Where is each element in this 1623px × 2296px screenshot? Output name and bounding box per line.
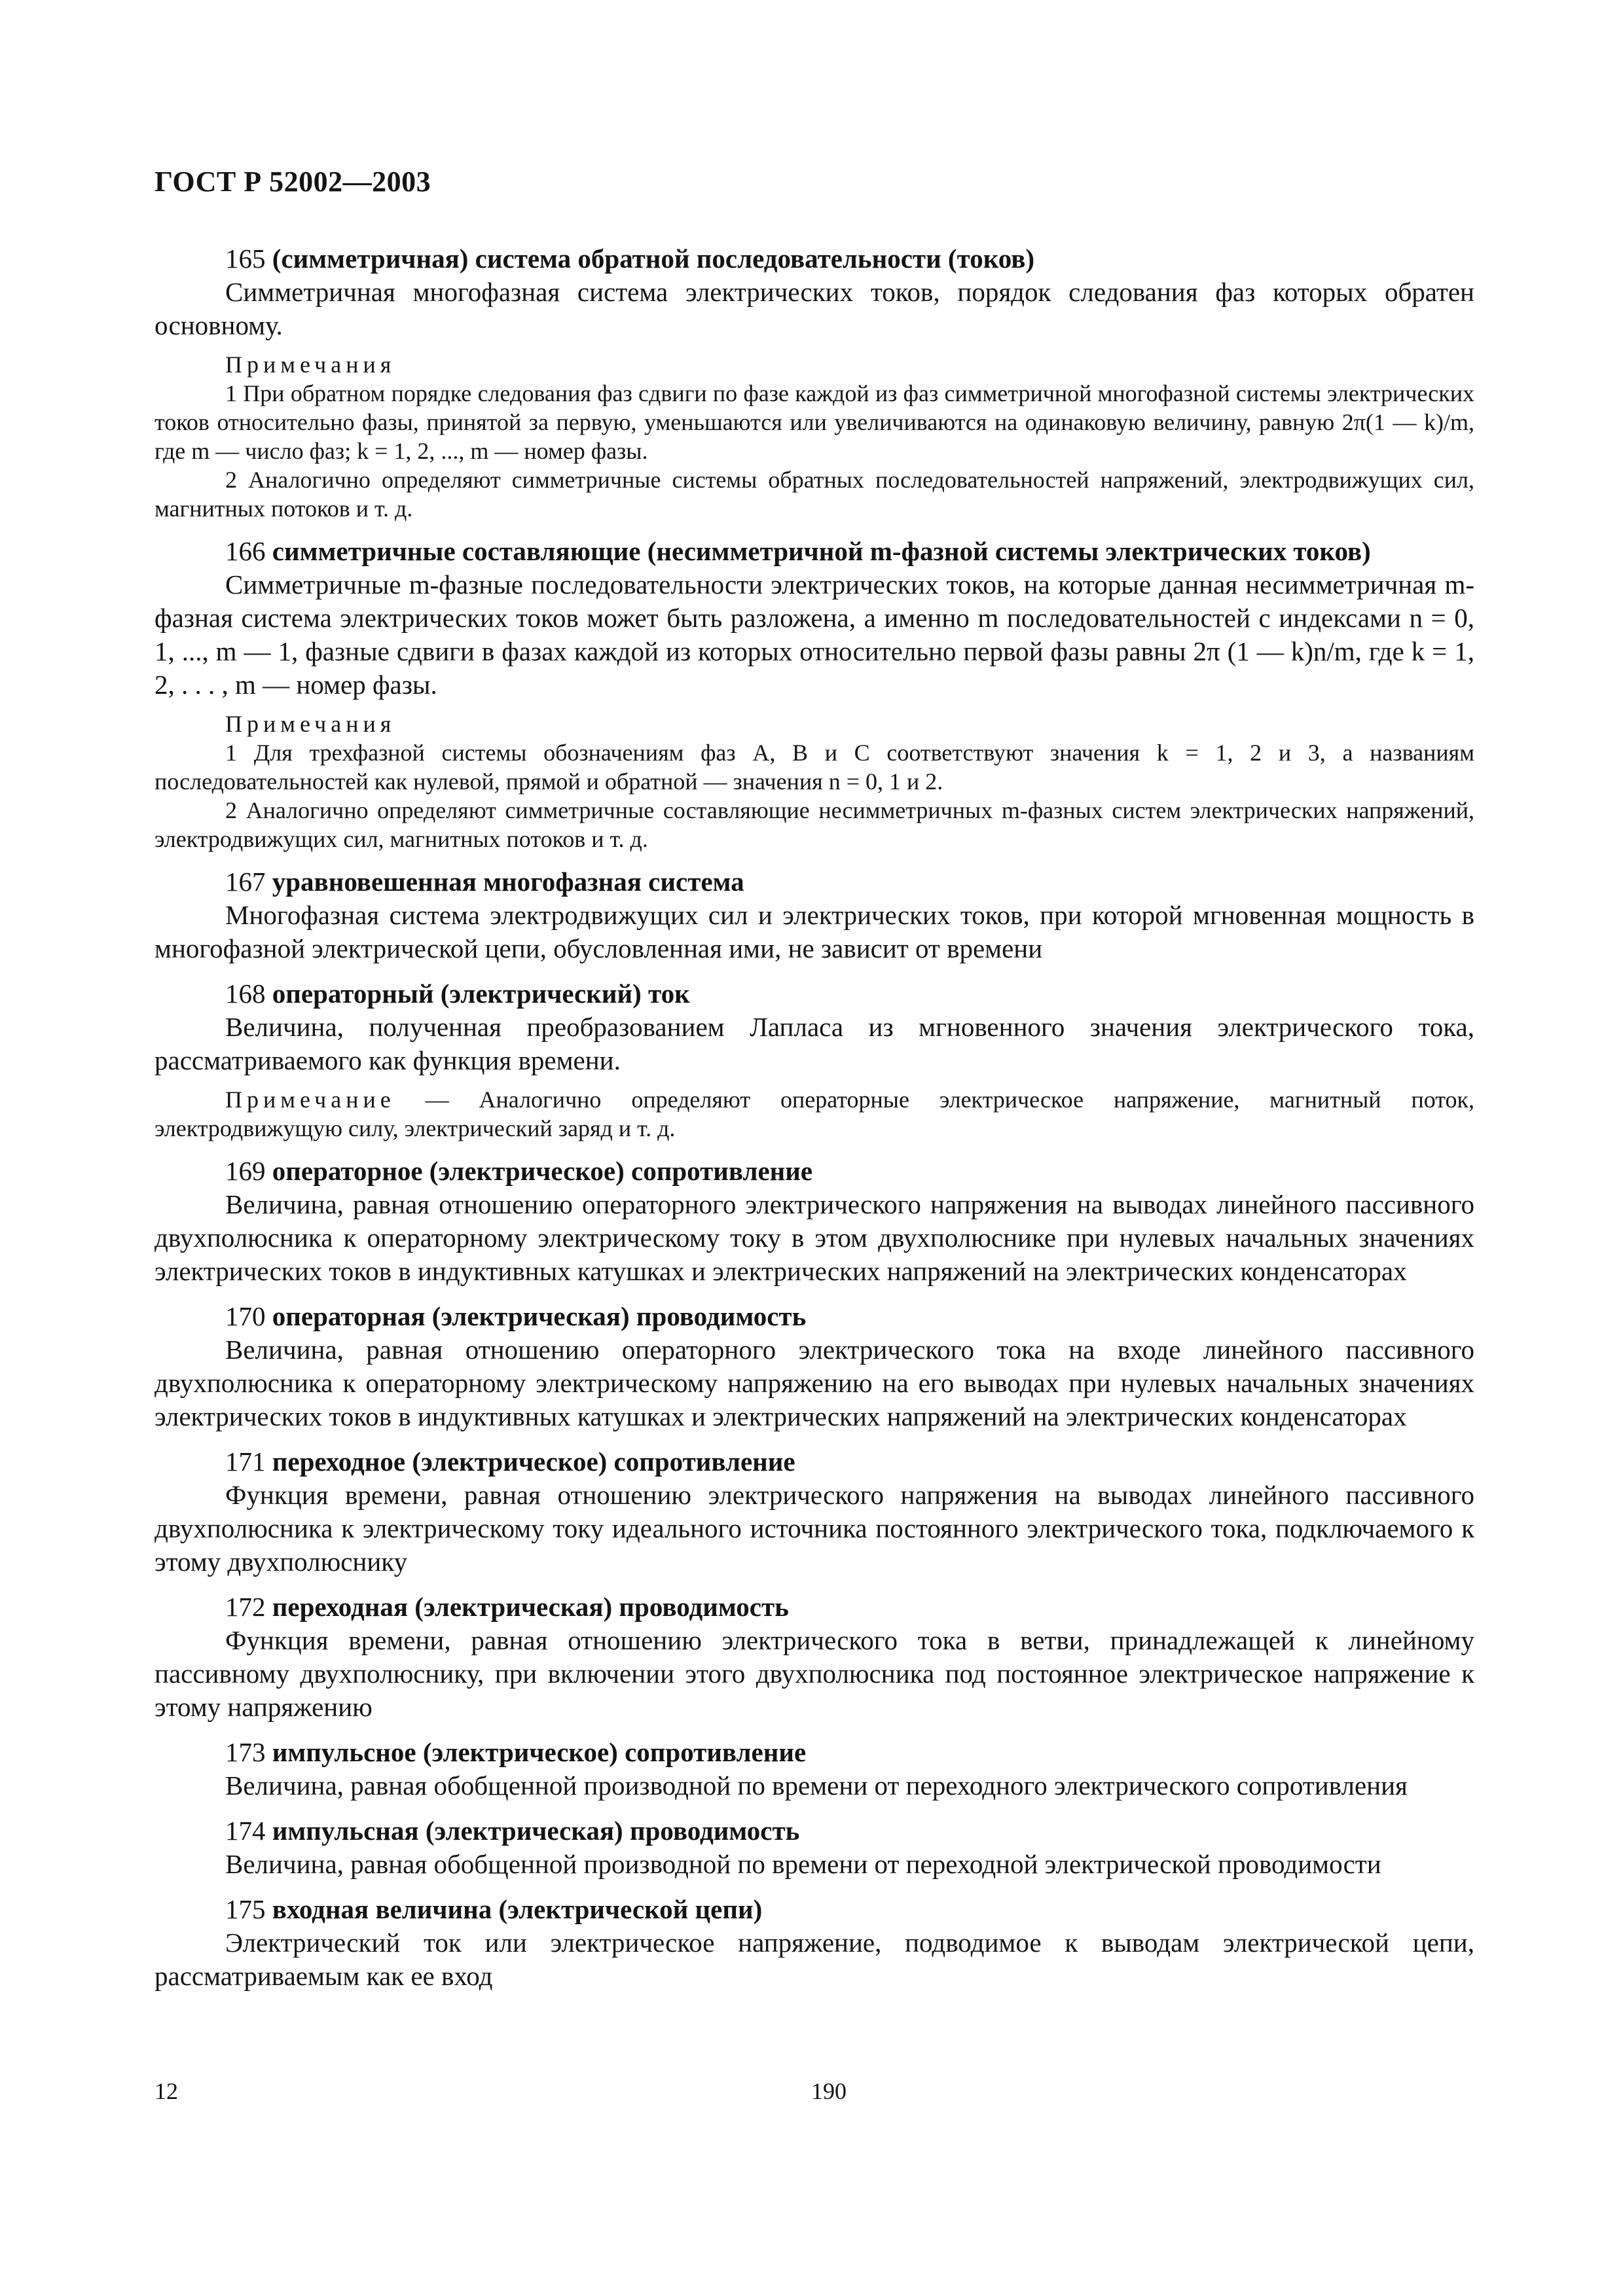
term-heading bbox=[155, 1736, 1474, 1769]
term-name: входная величина (электрической цепи) bbox=[272, 1894, 763, 1924]
term-entry-175 bbox=[155, 1893, 1474, 1993]
term-entry-171 bbox=[155, 1445, 1474, 1579]
term-number: 168 bbox=[225, 978, 266, 1009]
term-entry-167 bbox=[155, 865, 1474, 965]
term-name: операторное (электрическое) сопротивление bbox=[272, 1156, 813, 1186]
term-number: 167 bbox=[225, 867, 266, 897]
term-heading bbox=[155, 977, 1474, 1011]
term-definition: Величина, равная отношению операторного электрического тока на входе линейного пассивного двухполюсника к операторному электрическому напряжению на его выводах при нулевых начальных значениях электрических токов в индуктивных катушках и электрических напряжений на электрических конденсаторах bbox=[155, 1335, 1474, 1431]
term-entry-166 bbox=[155, 535, 1474, 853]
term-name: уравновешенная многофазная система bbox=[272, 867, 744, 897]
term-heading bbox=[155, 242, 1474, 276]
term-heading bbox=[155, 1445, 1474, 1479]
term-definition: Величина, равная обобщенной производной по времени от переходного электрического сопротивления bbox=[225, 1770, 1408, 1801]
term-number: 173 bbox=[225, 1737, 266, 1767]
note-item: 1 При обратном порядке следования фаз сдвиги по фазе каждой из фаз симметричной многофазной системы электрических токов относительно фазы, принятой за первую, уменьшаются или увеличиваются на одинаковую величину, равную 2π(1 — k)/m, где m — число фаз; k = 1, 2, ..., m — номер фазы. bbox=[155, 380, 1474, 464]
term-definition: Величина, полученная преобразованием Лапласа из мгновенного значения электрического тока, рассматриваемого как функция времени. bbox=[155, 1012, 1474, 1075]
term-name: симметричные составляющие (несимметричной m-фазной системы электрических токов) bbox=[272, 536, 1371, 566]
notes-title: Примечания bbox=[225, 711, 396, 737]
term-definition: Величина, равная отношению операторного электрического напряжения на выводах линейного пассивного двухполюсника к операторному электрическому току в этом двухполюснике при нулевых начальных значениях электрических токов в индуктивных катушках и электрических напряжений на электрических конденсаторах bbox=[155, 1189, 1474, 1286]
term-definition: Симметричные m-фазные последовательности электрических токов, на которые данная несимметричная m-фазная система электрических токов может быть разложена, а именно m последовательностей с индексами n = 0, 1, ..., m — 1, фазные сдвиги в фазах каждой из которых относительно первой фазы равны 2π (1 — k)n/m, где k = 1, 2, . . . , m — номер фазы. bbox=[155, 569, 1474, 700]
sheet-number: 190 bbox=[811, 2078, 847, 2104]
term-entry-172 bbox=[155, 1590, 1474, 1724]
term-number: 166 bbox=[225, 536, 266, 566]
term-heading bbox=[155, 1155, 1474, 1188]
note-item: 1 Для трехфазной системы обозначениям фаз A, B и C соответствуют значения k = 1, 2 и 3, а названиям последовательностей как нулевой, прямой и обратной — значения n = 0, 1 и 2. bbox=[155, 740, 1474, 795]
term-definition: Электрический ток или электрическое напряжение, подводимое к выводам электрической цепи, рассматриваемым как ее вход bbox=[155, 1928, 1474, 1991]
inline-note-label: Примечание bbox=[225, 1086, 395, 1113]
term-name: импульсная (электрическая) проводимость bbox=[272, 1816, 800, 1846]
term-entry-170 bbox=[155, 1300, 1474, 1433]
term-number: 170 bbox=[225, 1301, 266, 1331]
term-definition: Функция времени, равная отношению электрического тока в ветви, принадлежащей к линейному пассивному двухполюснику, при включении этого двухполюсника под постоянное электрическое напряжение к этому напряжению bbox=[155, 1625, 1474, 1722]
document-content bbox=[155, 242, 1474, 2005]
inline-note-text: — Аналогично определяют операторные электрическое напряжение, магнитный поток, электродвижущую силу, электрический заряд и т. д. bbox=[155, 1086, 1474, 1141]
term-number: 174 bbox=[225, 1816, 266, 1846]
term-heading bbox=[155, 1590, 1474, 1624]
term-name: операторная (электрическая) проводимость bbox=[272, 1301, 807, 1331]
term-entry-168 bbox=[155, 977, 1474, 1143]
term-entry-174 bbox=[155, 1814, 1474, 1881]
term-heading bbox=[155, 865, 1474, 899]
term-name: (симметричная) система обратной последовательности (токов) bbox=[272, 243, 1035, 274]
note-item: 2 Аналогично определяют симметричные составляющие несимметричных m-фазных систем электрических напряжений, электродвижущих сил, магнитных потоков и т. д. bbox=[155, 797, 1474, 852]
term-heading bbox=[155, 1300, 1474, 1333]
term-heading bbox=[155, 1893, 1474, 1926]
notes-block bbox=[155, 709, 1474, 853]
term-entry-173 bbox=[155, 1736, 1474, 1803]
term-name: переходное (электрическое) сопротивление bbox=[272, 1446, 795, 1477]
notes-block bbox=[155, 350, 1474, 523]
term-name: операторный (электрический) ток bbox=[272, 978, 690, 1009]
term-heading bbox=[155, 1814, 1474, 1848]
term-entry-169 bbox=[155, 1155, 1474, 1288]
inline-note bbox=[155, 1085, 1474, 1143]
term-number: 165 bbox=[225, 243, 266, 274]
term-number: 171 bbox=[225, 1446, 266, 1477]
term-entry-165 bbox=[155, 242, 1474, 523]
term-number: 172 bbox=[225, 1592, 266, 1622]
notes-title: Примечания bbox=[225, 351, 396, 378]
term-definition: Величина, равная обобщенной производной по времени от переходной электрической проводимости bbox=[225, 1849, 1381, 1879]
term-number: 169 bbox=[225, 1156, 266, 1186]
term-name: переходная (электрическая) проводимость bbox=[272, 1592, 789, 1622]
note-item: 2 Аналогично определяют симметричные системы обратных последовательностей напряжений, электродвижущих сил, магнитных потоков и т. д. bbox=[155, 467, 1474, 522]
term-heading bbox=[155, 535, 1474, 568]
page-number: 12 bbox=[155, 2078, 178, 2104]
term-name: импульсное (электрическое) сопротивление bbox=[272, 1737, 807, 1767]
term-definition: Многофазная система электродвижущих сил и электрических токов, при которой мгновенная мощность в многофазной электрической цепи, обусловленная ими, не зависит от времени bbox=[155, 900, 1474, 963]
term-definition: Функция времени, равная отношению электрического напряжения на выводах линейного пассивного двухполюсника к электрическому току идеального источника постоянного электрического тока, подключаемого к этому двухполюснику bbox=[155, 1480, 1474, 1577]
term-number: 175 bbox=[225, 1894, 266, 1924]
document-header: ГОСТ Р 52002—2003 bbox=[155, 166, 431, 198]
term-definition: Симметричная многофазная система электрических токов, порядок следования фаз которых обратен основному. bbox=[155, 277, 1474, 340]
